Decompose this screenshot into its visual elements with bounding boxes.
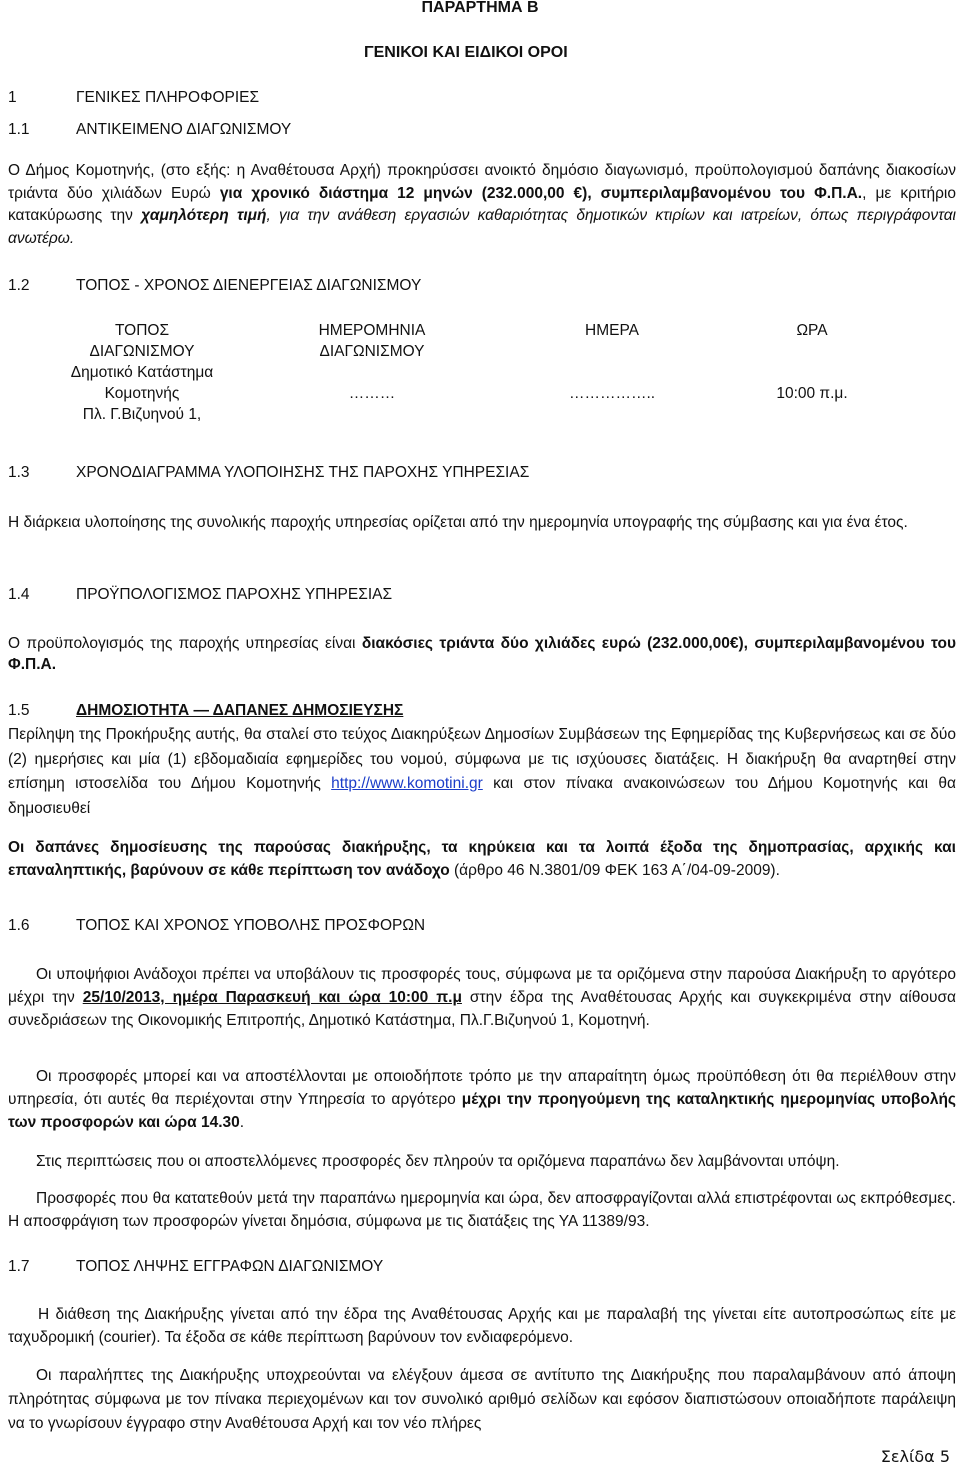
annex-title: ΠΑΡΑΡΤΗΜΑ Β <box>421 0 539 16</box>
section-1-4-paragraph: Ο προϋπολογισμός της παροχής υπηρεσίας είναι διακόσιες τριάντα δύο χιλιάδες ευρώ (232.000,00€), συμπεριλαμβανομένου του Φ.Π.Α. <box>8 635 956 673</box>
section-1-7-heading: 1.7 ΤΟΠΟΣ ΛΗΨΗΣ ΕΓΓΡΑΦΩΝ ΔΙΑΓΩΝΙΣΜΟΥ <box>8 1258 384 1275</box>
section-1-3-heading: 1.3 ΧΡΟΝΟΔΙΑΓΡΑΜΜΑ ΥΛΟΠΟΙΗΣΗΣ ΤΗΣ ΠΑΡΟΧΗΣ ΥΠΗΡΕΣΙΑΣ <box>8 464 530 481</box>
header-time: ΩΡΑ <box>796 322 828 339</box>
header-place: ΤΟΠΟΣ ΔΙΑΓΩΝΙΣΜΟΥ <box>89 322 195 360</box>
section-1-6-paragraph-4: Προσφορές που θα κατατεθούν μετά την παραπάνω ημερομηνία και ώρα, δεν αποσφραγίζονται αλλά επιστρέφονται ως εκπρόθεσμες. Η αποσφράγιση των προσφορών γίνεται δημόσια, σύμφωνα με τις διατάξεις της ΥΑ 11389/93. <box>8 1190 956 1230</box>
header-day: ΗΜΕΡΑ <box>585 322 639 339</box>
section-1-heading: 1 ΓΕΝΙΚΕΣ ΠΛΗΡΟΦΟΡΙΕΣ <box>8 89 260 106</box>
section-1-7-paragraph-2: Οι παραλήπτες της Διακήρυξης υποχρεούνται να ελέγξουν άμεσα σε αντίτυπο της Διακήρυξης που παραλαμβάνουν από άποψη πληρότητας σύμφωνα με τον πίνακα περιεχομένων και τον συνολικό αριθμό σελίδων και εφόσον διαπιστώσουν οποιαδήποτε παράλειψη να το γνωρίσουν έγγραφο στην Αναθέτουσα Αρχή και τον νέο πλήρες <box>8 1367 956 1432</box>
cell-time: 10:00 π.μ. <box>776 385 848 402</box>
cell-place: Δημοτικό Κατάστημα Κομοτηνής Πλ. Γ.Βιζυηνού 1, <box>70 364 214 423</box>
section-1-4-heading: 1.4 ΠΡΟΫΠΟΛΟΓΙΣΜΟΣ ΠΑΡΟΧΗΣ ΥΠΗΡΕΣΙΑΣ <box>8 586 393 603</box>
section-1-1-heading: 1.1 ΑΝΤΙΚΕΙΜΕΝΟ ΔΙΑΓΩΝΙΣΜΟΥ <box>8 121 292 138</box>
section-1-7-paragraph-1: Η διάθεση της Διακήρυξης γίνεται από την έδρα της Αναθέτουσας Αρχής και με παραλαβή της γίνεται είτε αυτοπροσώπως είτε με ταχυδρομική (courier). Τα έξοδα σε κάθε περίπτωση βαρύνουν τον ενδιαφερόμενο. <box>8 1306 956 1346</box>
section-1-3-paragraph: Η διάρκεια υλοποίησης της συνολικής παροχής υπηρεσίας ορίζεται από την ημερομηνία υπογραφής της σύμβασης και για ένα έτος. <box>8 514 908 531</box>
header-date: ΗΜΕΡΟΜΗΝΙΑ ΔΙΑΓΩΝΙΣΜΟΥ <box>318 322 426 360</box>
section-1-6-heading: 1.6 ΤΟΠΟΣ ΚΑΙ ΧΡΟΝΟΣ ΥΠΟΒΟΛΗΣ ΠΡΟΣΦΟΡΩΝ <box>8 917 426 934</box>
page-number: Σελίδα 5 <box>880 1447 950 1466</box>
cell-date: ……… <box>348 385 396 402</box>
tender-schedule-table <box>32 320 892 425</box>
table-row <box>32 362 892 425</box>
table-header-row <box>32 320 892 362</box>
section-1-6-paragraph-3: Στις περιπτώσεις που οι αποστελλόμενες προσφορές δεν πληρούν τα οριζόμενα παραπάνω δεν λαμβάνονται υπόψη. <box>36 1153 840 1170</box>
cell-day: …………….. <box>568 385 656 402</box>
municipality-website-link[interactable]: http://www.komotini.gr <box>331 775 483 792</box>
section-1-6-paragraph-2: Οι προσφορές μπορεί και να αποστέλλονται με οποιοδήποτε τρόπο με την απαραίτητη όμως προϋπόθεση ότι θα περιέλθουν στην υπηρεσία, ότι αυτές θα περιέχονται στην Υπηρεσία το αργότερο μέχρι την προηγούμενη της καταληκτικής ημερομηνίας υποβολής των προσφορών και ώρα 14.30. <box>8 1068 956 1131</box>
section-1-6-paragraph-1: Οι υποψήφιοι Ανάδοχοι πρέπει να υποβάλουν τις προσφορές τους, σύμφωνα με τα οριζόμενα στην παρούσα Διακήρυξη το αργότερο μέχρι την 25/10/2013, ημέρα Παρασκευή και ώρα 10:00 π.μ στην έδρα της Αναθέτουσας Αρχής και συγκεκριμένα στην αίθουσα συνεδριάσεων της Οικονομικής Επιτροπής, Δημοτικό Κατάστημα, Πλ.Γ.Βιζυηνού 1, Κομοτηνή. <box>8 966 956 1029</box>
section-1-5-heading: 1.5 ΔΗΜΟΣΙΟΤΗΤΑ — ΔΑΠΑΝΕΣ ΔΗΜΟΣΙΕΥΣΗΣ <box>8 702 404 719</box>
section-1-5-paragraph: Περίληψη της Προκήρυξης αυτής, θα σταλεί στο τεύχος Διακηρύξεων Δημοσίων Συμβάσεων της Εφημερίδας της Κυβερνήσεως και σε δύο (2) ημερήσιες και μία (1) εβδομαδιαία εφημερίδες του νομού, σύμφωνα με τις ισχύουσες διατάξεις. Η διακήρυξη θα αναρτηθεί στην επίσημη ιστοσελίδα του Δήμου Κομοτηνής http://www.komotini.gr και στον πίνακα ανακοινώσεων του Δήμου Κομοτηνής και θα δημοσιευθεί <box>8 726 956 817</box>
section-1-5-costs-paragraph: Οι δαπάνες δημοσίευσης της παρούσας διακήρυξης, τα κηρύκεια και τα λοιπά έξοδα της δημοπρασίας, αρχικής και επαναληπτικής, βαρύνουν σε κάθε περίπτωση τον ανάδοχο (άρθρο 46 Ν.3801/09 ΦΕΚ 163 Α΄/04-09-2009). <box>8 839 956 879</box>
section-1-2-heading: 1.2 ΤΟΠΟΣ - ΧΡΟΝΟΣ ΔΙΕΝΕΡΓΕΙΑΣ ΔΙΑΓΩΝΙΣΜΟΥ <box>8 277 422 294</box>
section-1-1-paragraph: Ο Δήμος Κομοτηνής, (στο εξής: η Αναθέτουσα Αρχή) προκηρύσσει ανοικτό δημόσιο διαγωνισμό, προϋπολογισμού δαπάνης διακοσίων τριάντα δύο χιλιάδων Ευρώ για χρονικό διάστημα 12 μηνών (232.000,00 €), συμπεριλαμβανομένου του Φ.Π.Α., με κριτήριο κατακύρωσης την χαμηλότερη τιμή, για την ανάθεση εργασιών καθαριότητας δημοτικών κτιρίων και ιατρείων, όπως περιγράφονται ανωτέρω. <box>8 162 956 247</box>
document-subtitle: ΓΕΝΙΚΟΙ ΚΑΙ ΕΙΔΙΚΟΙ ΟΡΟΙ <box>364 44 568 61</box>
